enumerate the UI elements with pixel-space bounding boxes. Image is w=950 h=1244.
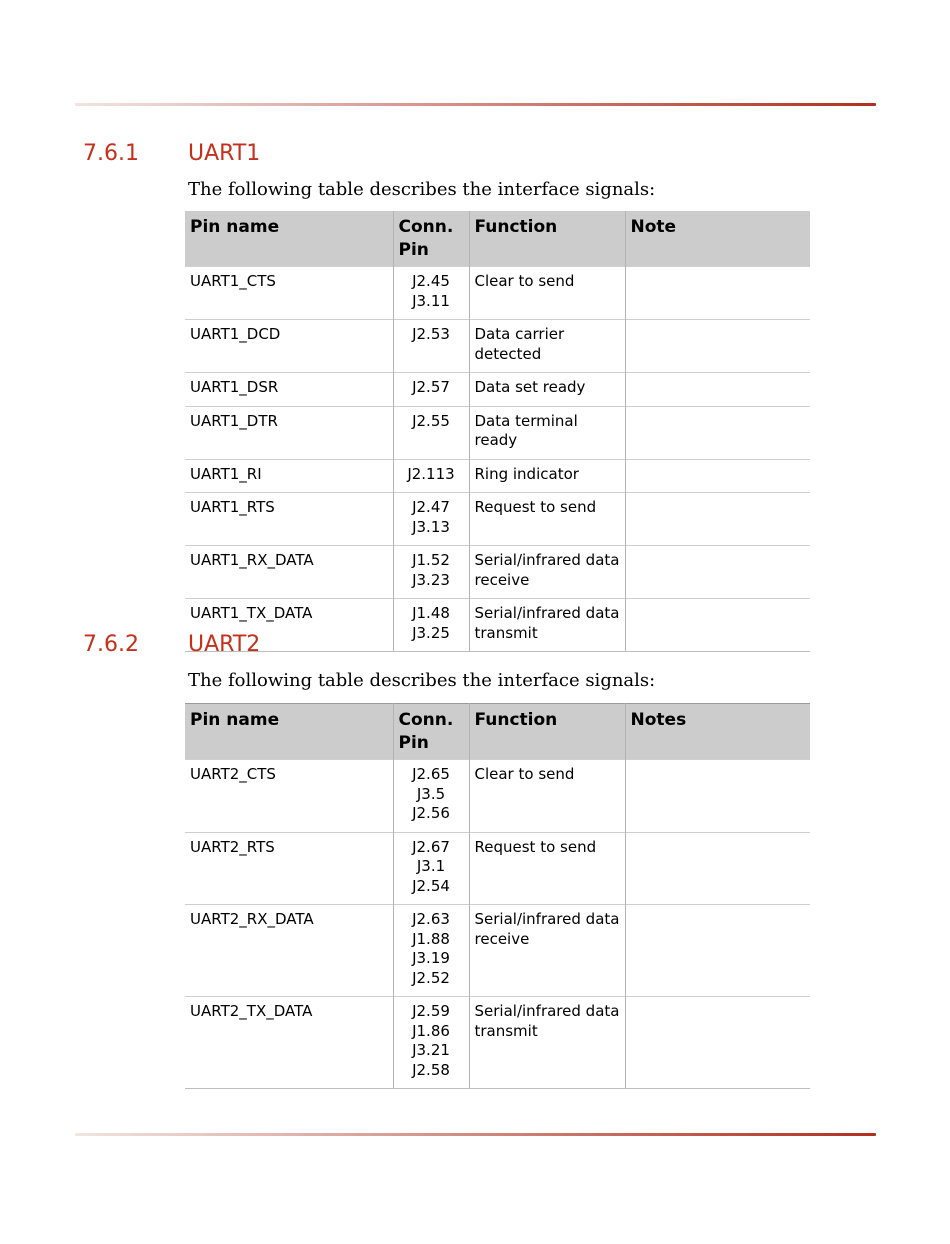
pin-name-cell: UART1_RTS: [185, 493, 393, 546]
uart2-signal-table: [185, 703, 810, 1089]
header-notes: Notes: [625, 704, 810, 760]
note-cell: [625, 459, 810, 493]
conn-pin: J1.48: [412, 604, 450, 622]
header-note: Note: [625, 211, 810, 267]
pin-name-cell: UART2_RX_DATA: [185, 905, 393, 997]
table-row: [185, 905, 810, 997]
note-cell: [625, 546, 810, 599]
conn-pin: J2.53: [412, 325, 450, 343]
function-cell: Serial/infrared data transmit: [469, 997, 625, 1089]
function-cell: Clear to send: [469, 760, 625, 833]
table-header-row: [185, 704, 810, 760]
pin-name-cell: UART1_RX_DATA: [185, 546, 393, 599]
function-cell: Data carrier detected: [469, 320, 625, 373]
pin-name-cell: UART1_DSR: [185, 373, 393, 407]
function-cell: Ring indicator: [469, 459, 625, 493]
pin-name-cell: UART1_DTR: [185, 406, 393, 459]
conn-pin: J1.52: [412, 551, 450, 569]
table-row: [185, 493, 810, 546]
conn-pin: J3.13: [412, 517, 450, 536]
table-row: [185, 459, 810, 493]
conn-pin: J2.54: [412, 876, 450, 895]
conn-pin: J3.19: [412, 949, 450, 967]
conn-pin: J2.55: [412, 411, 450, 430]
conn-pin: J2.58: [412, 1060, 450, 1079]
conn-pin-cell: [393, 373, 469, 407]
header-pin-name: Pin name: [185, 211, 393, 267]
table-row: [185, 546, 810, 599]
conn-pin: J2.47: [412, 498, 450, 516]
note-cell: [625, 760, 810, 833]
conn-pin: J3.5: [416, 784, 446, 803]
function-cell: Data terminal ready: [469, 406, 625, 459]
conn-pin-cell: [393, 320, 469, 373]
conn-pin: J2.59: [412, 1002, 450, 1020]
note-cell: [625, 997, 810, 1089]
section-number: 7.6.1: [83, 141, 139, 166]
conn-pin: J1.86: [412, 1021, 450, 1040]
table-row: [185, 373, 810, 407]
conn-pin: J1.88: [412, 929, 450, 948]
conn-pin: J3.21: [412, 1041, 450, 1059]
note-cell: [625, 406, 810, 459]
note-cell: [625, 599, 810, 652]
note-cell: [625, 905, 810, 997]
header-function: Function: [469, 704, 625, 760]
conn-pin: J2.113: [407, 464, 455, 483]
conn-pin: J3.23: [412, 570, 450, 589]
pin-name-cell: UART1_CTS: [185, 267, 393, 320]
pin-name-cell: UART2_RTS: [185, 832, 393, 905]
conn-pin: J2.45: [412, 272, 450, 290]
note-cell: [625, 832, 810, 905]
table-header-row: [185, 211, 810, 267]
table-row: [185, 320, 810, 373]
conn-pin: J2.65: [412, 765, 450, 783]
conn-pin-cell: [393, 459, 469, 493]
conn-pin-cell: [393, 406, 469, 459]
header-pin-name: Pin name: [185, 704, 393, 760]
table-row: [185, 599, 810, 652]
conn-pin-cell: [393, 832, 469, 905]
conn-pin-cell: [393, 905, 469, 997]
section-intro: The following table describes the interface signals:: [188, 670, 656, 691]
note-cell: [625, 320, 810, 373]
function-cell: Serial/infrared data receive: [469, 546, 625, 599]
function-cell: Clear to send: [469, 267, 625, 320]
table-row: [185, 267, 810, 320]
table-row: [185, 997, 810, 1089]
conn-pin: J2.52: [412, 968, 450, 987]
conn-pin: J2.67: [412, 837, 450, 856]
section-title: UART1: [188, 141, 261, 166]
conn-pin-cell: [393, 546, 469, 599]
conn-pin: J2.57: [412, 378, 450, 396]
pin-name-cell: UART2_TX_DATA: [185, 997, 393, 1089]
uart1-signal-table: [185, 211, 810, 652]
conn-pin: J3.1: [416, 857, 446, 875]
header-function: Function: [469, 211, 625, 267]
header-rule: [75, 103, 876, 106]
function-cell: Request to send: [469, 832, 625, 905]
function-cell: Serial/infrared data receive: [469, 905, 625, 997]
function-cell: Data set ready: [469, 373, 625, 407]
section-number: 7.6.2: [83, 632, 139, 657]
pin-name-cell: UART1_DCD: [185, 320, 393, 373]
pin-name-cell: UART2_CTS: [185, 760, 393, 833]
section-intro: The following table describes the interface signals:: [188, 179, 656, 200]
conn-pin: J2.63: [412, 910, 450, 928]
conn-pin: J3.11: [412, 291, 450, 310]
conn-pin-cell: [393, 493, 469, 546]
function-cell: Request to send: [469, 493, 625, 546]
conn-pin-cell: [393, 599, 469, 652]
footer-rule: [75, 1133, 876, 1136]
note-cell: [625, 373, 810, 407]
conn-pin: J2.56: [412, 804, 450, 822]
conn-pin-cell: [393, 267, 469, 320]
section-title: UART2: [188, 632, 261, 657]
header-conn-pin: Conn. Pin: [393, 211, 469, 267]
note-cell: [625, 267, 810, 320]
table-row: [185, 760, 810, 833]
pin-name-cell: UART1_TX_DATA: [185, 599, 393, 652]
table-row: [185, 406, 810, 459]
header-conn-pin: Conn. Pin: [393, 704, 469, 760]
note-cell: [625, 493, 810, 546]
conn-pin-cell: [393, 997, 469, 1089]
pin-name-cell: UART1_RI: [185, 459, 393, 493]
conn-pin: J3.25: [412, 623, 450, 642]
function-cell: Serial/infrared data transmit: [469, 599, 625, 652]
table-row: [185, 832, 810, 905]
conn-pin-cell: [393, 760, 469, 833]
